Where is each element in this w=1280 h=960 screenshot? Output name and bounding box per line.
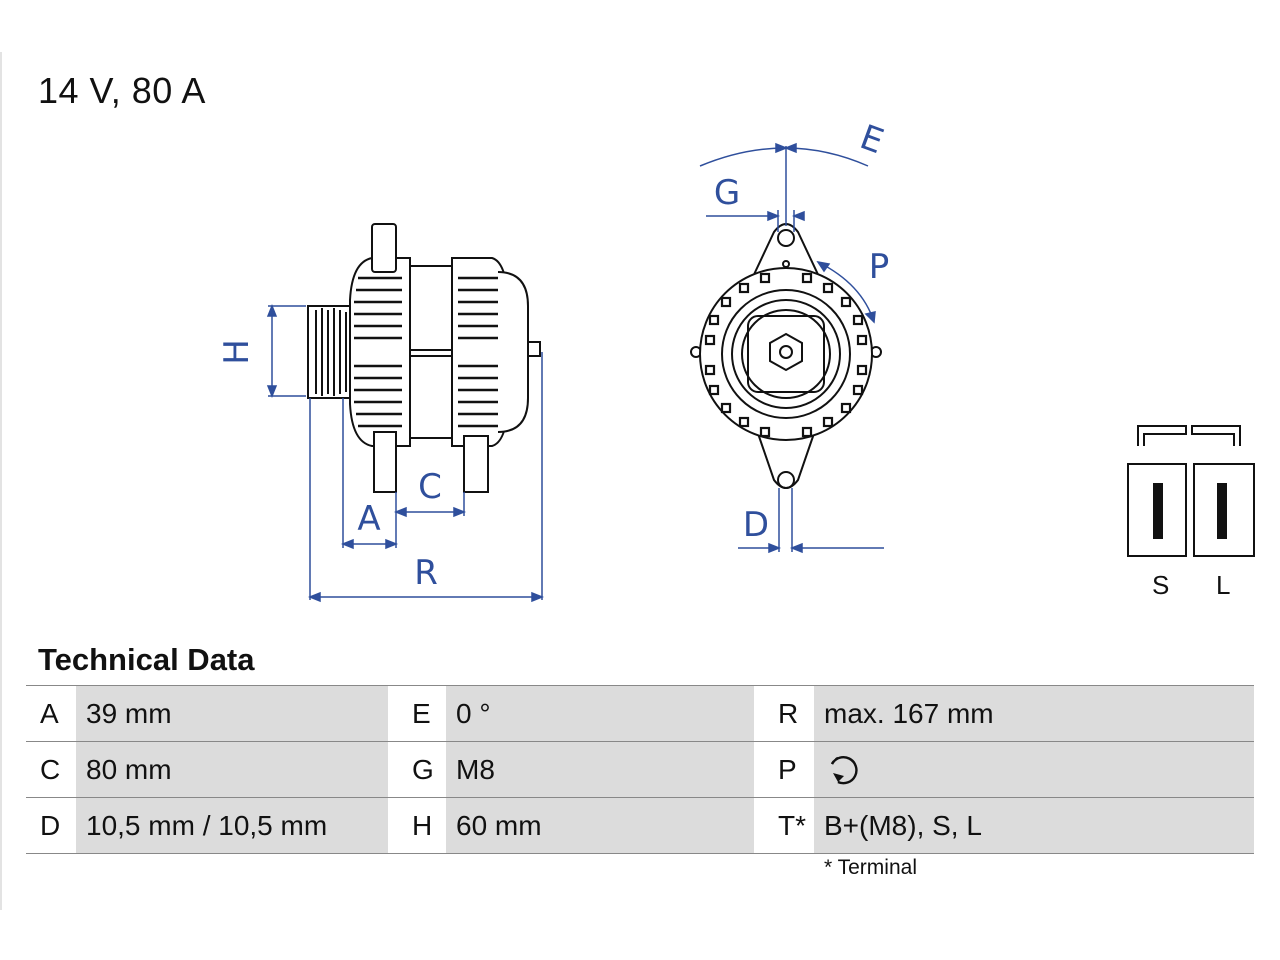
rotation-direction-icon — [824, 750, 864, 790]
spec-value: B+(M8), S, L — [814, 798, 1254, 853]
technical-data-table — [26, 685, 1254, 854]
spec-value-rotation — [814, 742, 1254, 797]
spec-key: G — [412, 754, 434, 785]
pulley-drawing — [308, 306, 350, 398]
spec-value: 10,5 mm / 10,5 mm — [76, 798, 388, 853]
terminal-connector-diagram — [1128, 426, 1254, 556]
spec-key: H — [412, 810, 433, 841]
dimension-label-C: C — [418, 467, 442, 507]
dimension-label-E: E — [854, 117, 889, 163]
spec-value: 0 ° — [446, 686, 754, 741]
terminal-footnote: * Terminal — [824, 856, 917, 879]
table-row — [26, 798, 1254, 854]
page-title: 14 V, 80 A — [38, 70, 206, 111]
dimension-label-P: P — [868, 247, 890, 287]
spec-key: R — [778, 698, 799, 729]
terminal-label-s: S — [1152, 570, 1170, 600]
spec-value: max. 167 mm — [814, 686, 1254, 741]
spec-key: P — [778, 754, 797, 785]
spec-key: T* — [778, 810, 806, 841]
terminal-s-pin — [1154, 484, 1162, 538]
alternator-front-view — [691, 224, 881, 488]
spec-key: A — [40, 698, 59, 729]
dimension-label-H: H — [217, 339, 257, 365]
spec-value: 60 mm — [446, 798, 754, 853]
technical-data-title: Technical Data — [38, 642, 255, 677]
spec-key: C — [40, 754, 61, 785]
terminal-l-pin — [1218, 484, 1226, 538]
spec-key: E — [412, 698, 431, 729]
spec-value: M8 — [446, 742, 754, 797]
terminal-label-l: L — [1216, 570, 1231, 600]
spec-value: 80 mm — [76, 742, 388, 797]
table-row — [26, 742, 1254, 798]
dimension-label-A: A — [357, 499, 381, 539]
table-row — [26, 686, 1254, 742]
spec-value: 39 mm — [76, 686, 388, 741]
dimension-label-D: D — [742, 505, 770, 545]
dimension-label-R: R — [414, 553, 438, 593]
spec-key: D — [40, 810, 61, 841]
dimension-label-G: G — [713, 173, 741, 213]
